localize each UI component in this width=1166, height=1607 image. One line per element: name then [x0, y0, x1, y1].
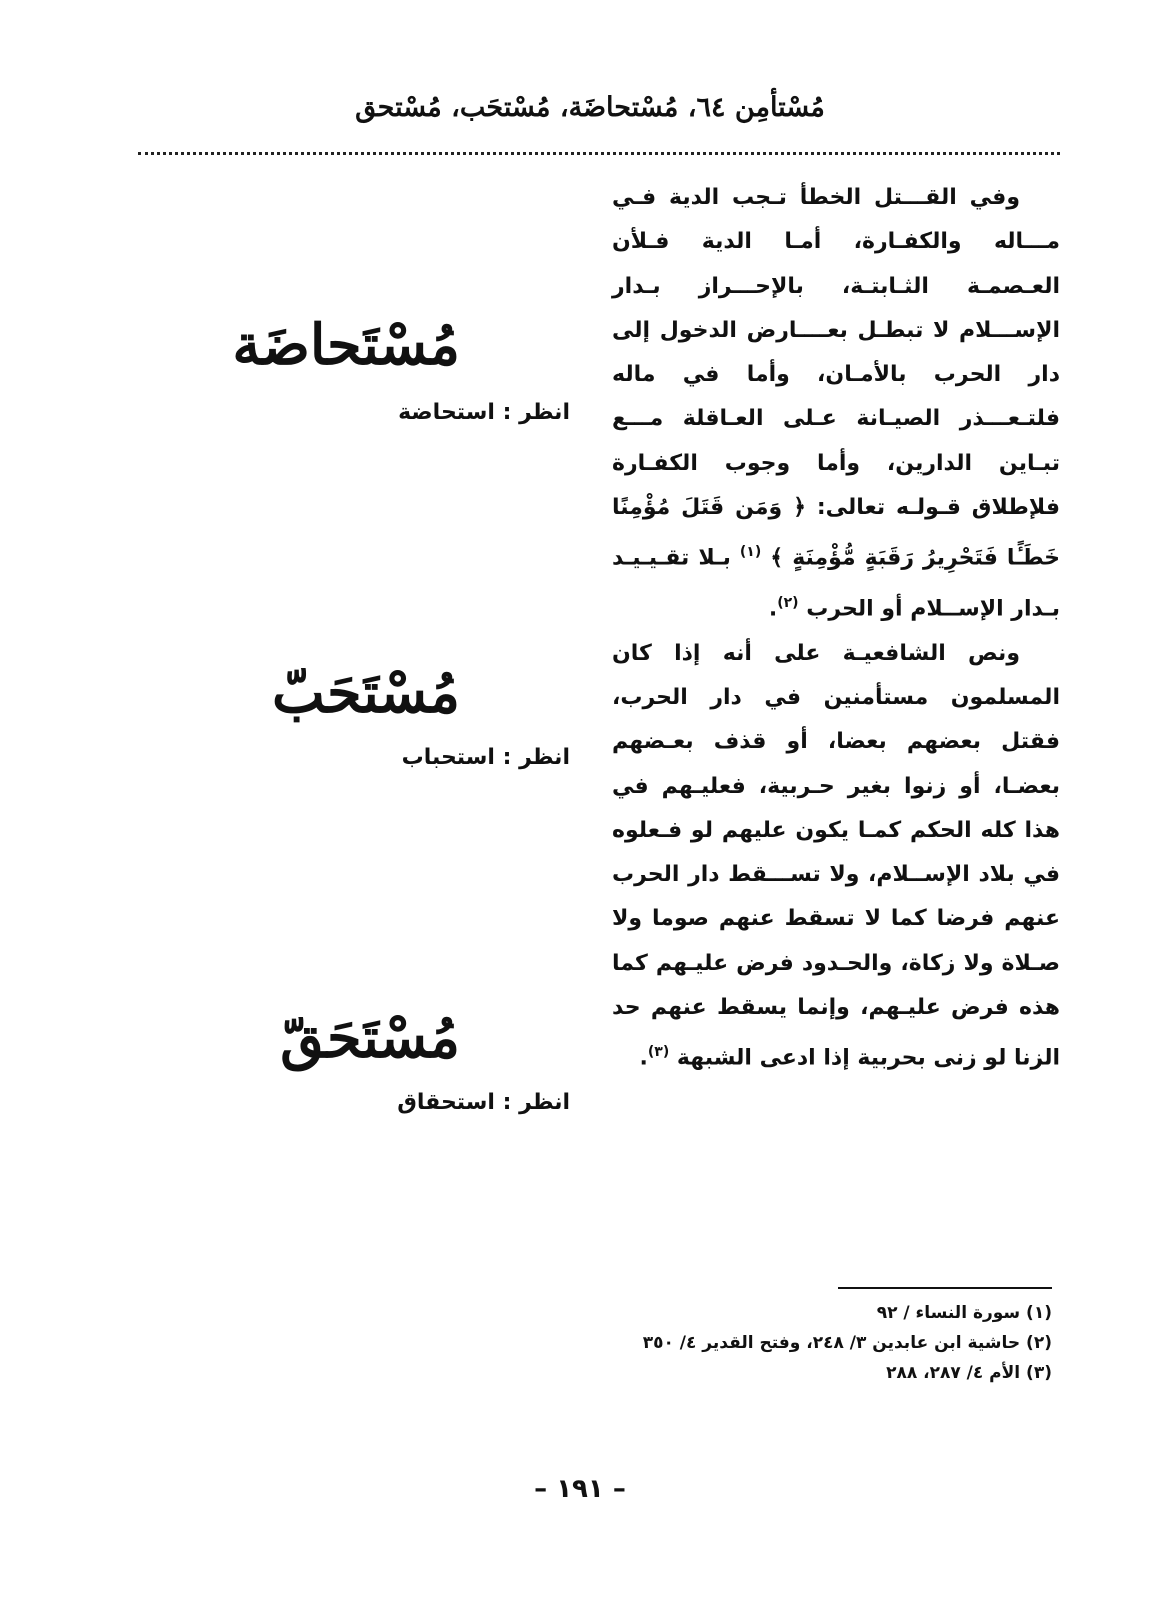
- footnote-ref-3: (٣): [647, 1044, 670, 1061]
- see-reference-mustahada: انظر : استحاضة: [398, 400, 570, 425]
- running-head: مُسْتأمِن ٦٤، مُسْتحاضَة، مُسْتحَب، مُسْتحق: [355, 92, 825, 123]
- footnotes: [600, 1298, 1052, 1388]
- page-number: – ١٩١ –: [534, 1474, 626, 1504]
- paragraph-2: [612, 632, 1060, 1081]
- footnote-2: (٢) حاشية ابن عابدين ٣/ ٢٤٨، وفتح القدير ٤/ ٣٥٠: [642, 1333, 1052, 1353]
- footnote-3: (٣) الأم ٤/ ٢٨٧، ٢٨٨: [886, 1363, 1052, 1383]
- paragraph-1-end: .: [768, 596, 778, 622]
- footnote-rule: [838, 1287, 1052, 1289]
- see-reference-mustahaq: انظر : استحقاق: [397, 1090, 570, 1115]
- headword-mustahada: مُسْتَحاضَة: [232, 312, 460, 378]
- paragraph-1-tail: بـلا تقـيـيـد بـدار الإســلام أو الحرب: [612, 545, 1060, 622]
- paragraph-2-text: ونص الشافعيـة على أنه إذا كان المسلمون مستأمنين في دار الحرب، فقتل بعضهم بعضا، أو قذف بعـضهم بعضـا، أو زنوا بغير حـربية، فعليـهم في هذا كله الحكم كمـا يكون عليهم لو فـعلوه في بلاد الإســلام، ولا تســـقط دار الحرب عنهم فرضا كما لا تسقط عنهم صوما ولا صـلاة ولا زكاة، والحـدود فرض عليـهم كما هذه فرض عليـهم، وإنما يسقط عنهم حد الزنا لو زنى بحربية إذا ادعى الشبهة: [612, 640, 1060, 1071]
- main-text-column: [612, 176, 1060, 1081]
- headword-mustahab: مُسْتَحَبّ: [272, 660, 460, 726]
- see-reference-mustahab: انظر : استحباب: [401, 745, 570, 770]
- paragraph-1: [612, 176, 1060, 632]
- footnote-ref-2: (٢): [777, 595, 799, 611]
- headword-mustahaq: مُسْتَحَقّ: [280, 1005, 460, 1071]
- header-dotted-rule: [138, 152, 1060, 155]
- paragraph-2-end: .: [639, 1045, 648, 1071]
- paragraph-1-text: وفي القـــتل الخطأ تـجب الدية فـي مـــاله والكفـارة، أمـا الدية فـلأن العـصمـة الثـابتـة، بالإحـــراز بـدار الإســـلام لا تبطـل بعــــارض الدخول إلى دار الحرب بالأمـان، وأما في ماله فلتـعـــذر الصيـانة عـلى العـاقلة مـــع تبـاين الدارين، وأما وجوب الكفـارة فلإطلاق قـولـه تعالى: ﴿ وَمَن قَتَلَ مُؤْمِنًا خَطَـًٔا فَتَحْرِيرُ رَقَبَةٍ مُّؤْمِنَةٍ ﴾: [612, 185, 1060, 571]
- footnote-1: (١) سورة النساء / ٩٢: [876, 1303, 1052, 1323]
- footnote-ref-1: (١): [739, 544, 762, 561]
